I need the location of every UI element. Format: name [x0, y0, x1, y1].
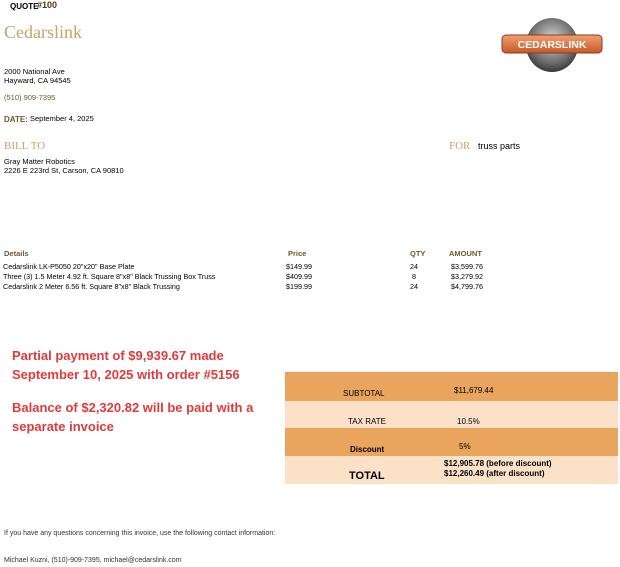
company-phone: (510) 909-7395 [4, 93, 56, 102]
row-details: Three (3) 1.5 Meter 4.92 ft. Square 8"x8" Black Trussing Box Truss [3, 272, 216, 281]
col-qty-header: QTY [410, 249, 426, 258]
address-line-1: 2000 National Ave [4, 67, 65, 76]
quote-label: QUOTE [10, 2, 39, 11]
row-amount: $3,599.76 [451, 262, 483, 271]
tax-rate-value: 10.5% [457, 417, 480, 426]
row-details: Cedarslink 2 Meter 6.56 ft. Square 8"x8" Black Trussing [3, 282, 180, 291]
discount-band [285, 428, 618, 456]
subtotal-label: SUBTOTAL [343, 389, 385, 398]
payment-note-line-1: Partial payment of $9,939.67 made [12, 348, 224, 363]
balance-note-line-2: separate invoice [12, 419, 114, 434]
row-qty: 24 [410, 282, 418, 291]
date-value: September 4, 2025 [30, 114, 94, 123]
bill-to-heading: BILL TO [4, 140, 46, 152]
col-details-header: Details [4, 249, 29, 258]
row-amount: $4,799.76 [451, 282, 483, 291]
contact-details: Michael Kuzni, (510)-909-7395, michael@cedarslink.com [4, 557, 182, 564]
row-qty: 8 [412, 272, 416, 281]
discount-value: 5% [459, 442, 471, 451]
col-amount-header: AMOUNT [449, 249, 482, 258]
before-discount-total: $12,905.78 (before discount) [444, 459, 552, 468]
after-discount-total: $12,260.49 (after discount) [444, 469, 545, 478]
bill-to-name: Gray Matter Robotics [4, 157, 75, 166]
tax-band [285, 401, 618, 428]
row-price: $409.99 [286, 272, 312, 281]
bill-to-address: 2226 E 223rd St, Carson, CA 90810 [4, 166, 124, 175]
subtotal-value: $11,679.44 [454, 386, 494, 395]
row-qty: 24 [410, 262, 418, 271]
company-logo [500, 16, 604, 74]
row-amount: $3,279.92 [451, 272, 483, 281]
totals-panel [285, 372, 618, 484]
row-price: $149.99 [286, 262, 312, 271]
date-label: DATE: [4, 115, 28, 124]
total-label: TOTAL [349, 470, 385, 482]
row-details: Cedarslink LK-P5050 20"x20" Base Plate [3, 262, 135, 271]
subtotal-band [285, 372, 618, 401]
for-value: truss parts [478, 141, 521, 151]
logo-text: CEDARSLINK [517, 39, 587, 51]
payment-note-line-2: September 10, 2025 with order #5156 [12, 367, 240, 382]
tax-rate-label: TAX RATE [348, 417, 386, 426]
address-line-2: Hayward, CA 94545 [4, 76, 71, 85]
discount-label: Discount [350, 445, 385, 454]
quote-number: #100 [37, 0, 58, 10]
row-price: $199.99 [286, 282, 312, 291]
company-name: Cedarslink [4, 22, 82, 42]
col-price-header: Price [288, 249, 307, 258]
for-heading: FOR [449, 140, 471, 152]
balance-note-line-1: Balance of $2,320.82 will be paid with a [12, 400, 254, 415]
contact-instruction: If you have any questions concerning this invoice, use the following contact information: [4, 530, 276, 537]
